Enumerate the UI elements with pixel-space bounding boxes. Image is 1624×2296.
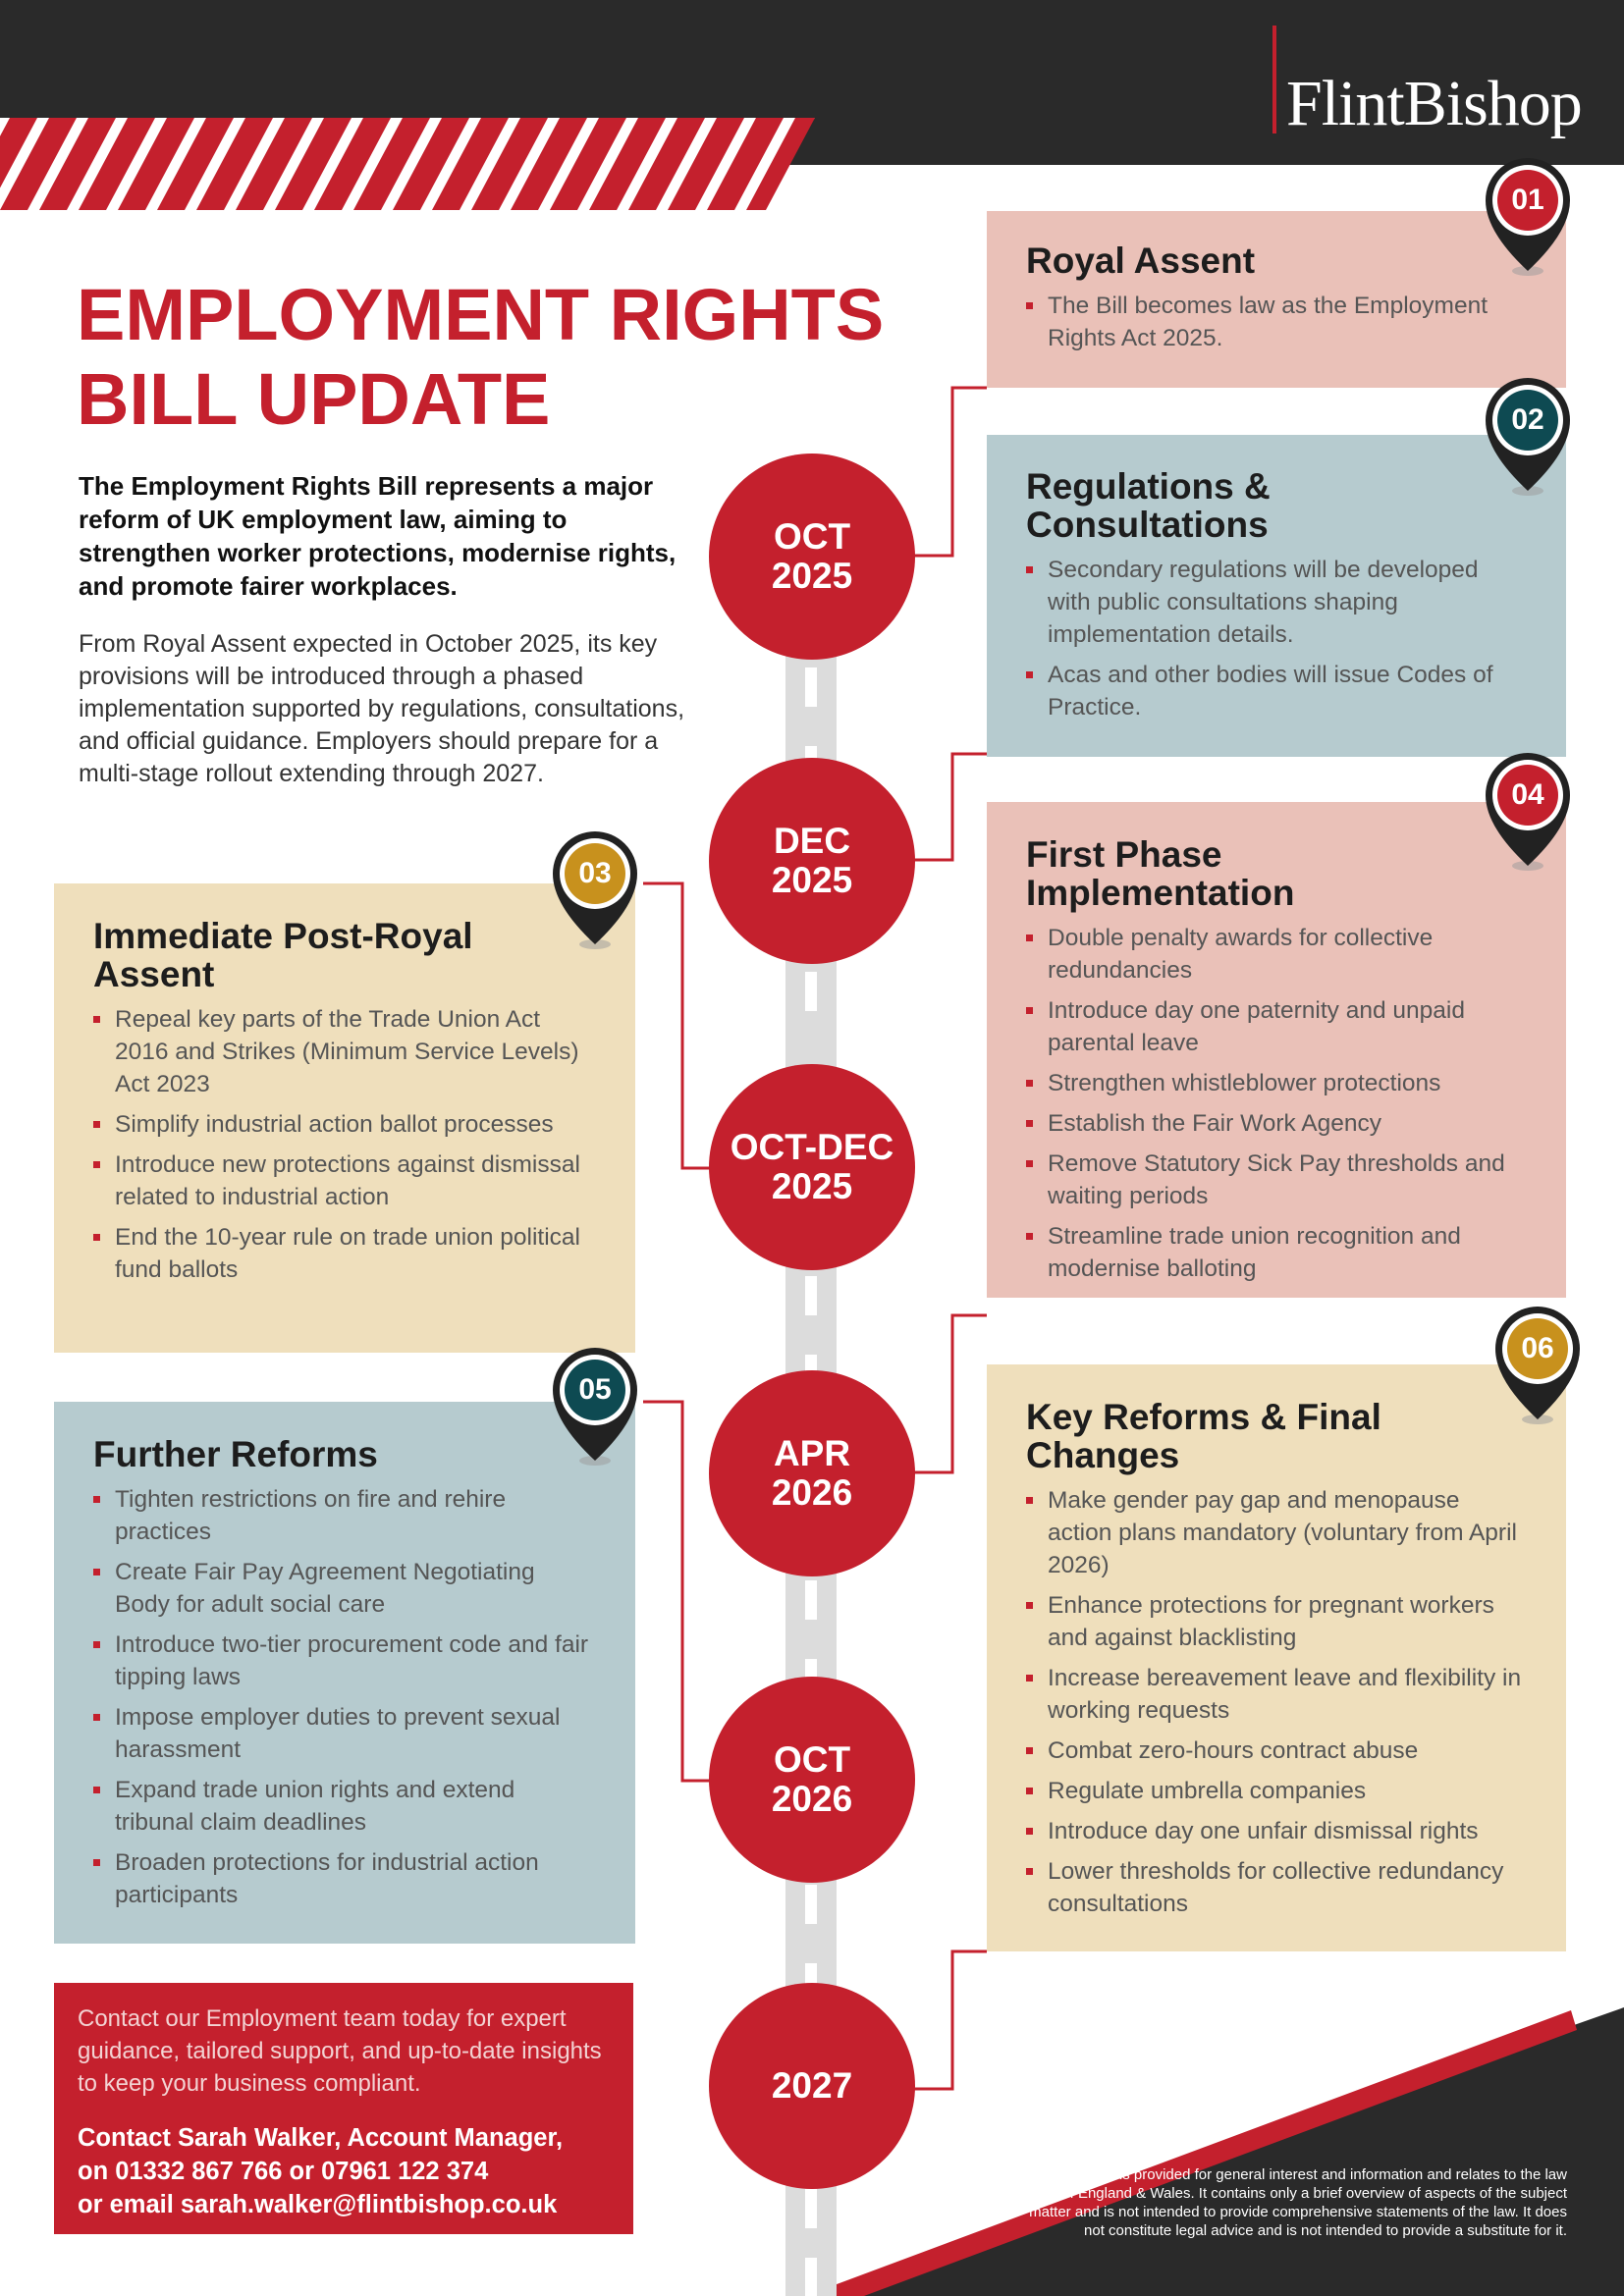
card-key-reforms-final-changes [987,1398,1566,1928]
card-list [93,1483,596,1911]
list-item: Make gender pay gap and menopause action plans mandatory (voluntary from April 2026) [1026,1484,1527,1581]
list-item: Lower thresholds for collective redundancy consultations [1026,1855,1527,1920]
date-month: APR [773,1433,851,1473]
pin-04-number: 04 [1511,778,1544,811]
date-month: OCT [773,1739,851,1780]
date-month: DEC [773,821,851,861]
card-regulations-consultations [987,467,1566,731]
card-royal-assent [987,241,1566,362]
card-title: Regulations & Consultations [1026,466,1271,545]
list-item: Regulate umbrella companies [1026,1775,1527,1807]
page-title [77,273,960,442]
list-item: Enhance protections for pregnant workers and against blacklisting [1026,1589,1527,1654]
list-item: Double penalty awards for collective redundancies [1026,922,1527,987]
timeline-date-oct-dec-2025 [709,1064,915,1270]
flint-bishop-logo: FlintBishop [1286,68,1582,139]
list-item: Streamline trade union recognition and modernise balloting [1026,1220,1527,1285]
contact-details [78,2121,610,2221]
date-year: 2025 [771,556,853,596]
date-year: 2027 [771,2065,853,2106]
pin-02-number: 02 [1511,403,1544,436]
contact-text: Contact our Employment team today for expert guidance, tailored support, and up-to-date insights to keep your business compliant. [78,2005,602,2097]
timeline-date-dec-2025 [709,758,915,964]
legal-disclaimer: This content is provided for general interest and information and relates to the law of England & Wales. It contains only a brief overview of aspects of the subject matter and is not intended to provide comprehensive statements of the law. It does not constitute legal advice and is not intended to provide a substitute for it. [1029,2166,1567,2239]
contact-name: Contact Sarah Walker, Account Manager, [78,2124,564,2152]
card-title: Key Reforms & Final Changes [1026,1397,1381,1475]
pin-06-number: 06 [1521,1332,1554,1364]
card-list [1026,554,1527,723]
list-item: End the 10-year rule on trade union political fund ballots [93,1221,596,1286]
list-item: Simplify industrial action ballot processes [93,1108,596,1141]
list-item: Establish the Fair Work Agency [1026,1107,1527,1140]
list-item: Impose employer duties to prevent sexual harassment [93,1701,596,1766]
list-item: Repeal key parts of the Trade Union Act 2016 and Strikes (Minimum Service Levels) Act 2023 [93,1003,596,1100]
pin-03-number: 03 [578,857,612,889]
card-title: Royal Assent [1026,240,1256,281]
date-year: 2026 [771,1779,853,1819]
date-month: OCT [773,516,851,557]
list-item: The Bill becomes law as the Employment Rights Act 2025. [1026,290,1527,354]
lead-paragraph: The Employment Rights Bill represents a major reform of UK employment law, aiming to strengthen worker protections, modernise rights, and promote fairer workplaces. [79,471,677,601]
card-list [1026,1484,1527,1920]
card-title: Immediate Post-Royal Assent [93,916,473,994]
card-first-phase-implementation [987,835,1566,1293]
card-immediate-post-royal-assent [54,917,635,1294]
page-title-line-1: EMPLOYMENT RIGHTS [77,274,885,355]
contact-email[interactable]: or email sarah.walker@flintbishop.co.uk [78,2191,558,2218]
date-month: OCT-DEC [730,1127,894,1167]
list-item: Expand trade union rights and extend tribunal claim deadlines [93,1774,596,1839]
card-list [93,1003,596,1286]
pin-05-number: 05 [578,1373,612,1406]
contact-phone: on 01332 867 766 or 07961 122 374 [78,2158,489,2185]
date-year: 2026 [771,1472,853,1513]
intro-paragraph: From Royal Assent expected in October 2025, its key provisions will be introduced through a phased implementation supported by regulations, consultations, and official guidance. Employers should prepare for a multi-stage rollout extending through 2027. [79,630,685,787]
contact-box [54,1983,633,2234]
timeline-date-oct-2026 [709,1677,915,1883]
timeline-date-oct-2025 [709,454,915,660]
list-item: Create Fair Pay Agreement Negotiating Body for adult social care [93,1556,596,1621]
list-item: Introduce new protections against dismissal related to industrial action [93,1148,596,1213]
timeline-date-apr-2026 [709,1370,915,1576]
pin-01-number: 01 [1511,184,1544,216]
logo-divider [1272,26,1276,133]
timeline-date-2027 [709,1983,915,2189]
list-item: Remove Statutory Sick Pay thresholds and waiting periods [1026,1148,1527,1212]
list-item: Acas and other bodies will issue Codes of Practice. [1026,659,1527,723]
list-item: Broaden protections for industrial action participants [93,1846,596,1911]
list-item: Tighten restrictions on fire and rehire practices [93,1483,596,1548]
list-item: Combat zero-hours contract abuse [1026,1735,1527,1767]
list-item: Introduce day one paternity and unpaid parental leave [1026,994,1527,1059]
card-title: Further Reforms [93,1434,378,1474]
list-item: Increase bereavement leave and flexibility in working requests [1026,1662,1527,1727]
page-title-line-2: BILL UPDATE [77,358,551,440]
card-list [1026,922,1527,1285]
list-item: Secondary regulations will be developed with public consultations shaping implementation details. [1026,554,1527,651]
card-further-reforms [54,1435,635,1919]
date-year: 2025 [771,860,853,900]
card-title: First Phase Implementation [1026,834,1295,913]
card-list [1026,290,1527,354]
list-item: Introduce day one unfair dismissal rights [1026,1815,1527,1847]
list-item: Strengthen whistleblower protections [1026,1067,1527,1099]
date-year: 2025 [771,1166,853,1206]
header-stripes [0,118,823,210]
list-item: Introduce two-tier procurement code and fair tipping laws [93,1629,596,1693]
